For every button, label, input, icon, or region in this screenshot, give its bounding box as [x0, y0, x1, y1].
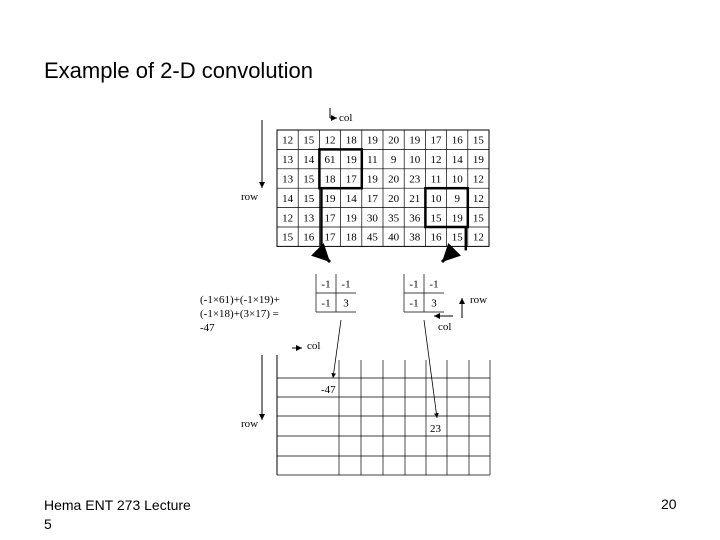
input-cell: 38: [409, 231, 421, 244]
input-cell: 18: [324, 173, 336, 186]
input-cell: 15: [282, 231, 294, 244]
input-grid: [277, 130, 489, 250]
col-label-top: col: [339, 112, 353, 124]
footer-course-line2: 5: [44, 516, 52, 532]
input-cell: 17: [324, 212, 336, 225]
input-cell: 15: [303, 173, 315, 186]
input-cell: 12: [472, 173, 484, 186]
kernel-right: [404, 274, 444, 312]
input-cell: 19: [345, 212, 357, 225]
input-cell: 10: [430, 192, 442, 205]
input-cell: 16: [430, 231, 442, 244]
input-cell: 14: [303, 154, 315, 167]
input-cell: 12: [324, 134, 336, 147]
input-cell: 35: [388, 212, 400, 225]
input-cell: 11: [430, 173, 442, 186]
input-cell: 14: [451, 154, 463, 167]
footer-course: [44, 496, 191, 534]
input-cell: 19: [366, 173, 378, 186]
input-cell: 19: [366, 134, 378, 147]
input-cell: 36: [409, 212, 421, 225]
row-label-top: row: [241, 191, 259, 203]
input-cell: 19: [472, 154, 484, 167]
input-cell: 10: [451, 173, 463, 186]
input-cell: 40: [388, 231, 400, 244]
input-cell: 17: [345, 173, 357, 186]
kernel-left: [316, 274, 356, 312]
input-cell: 13: [303, 212, 315, 225]
kernel-cell: -1: [321, 278, 331, 291]
input-cell: 19: [409, 134, 421, 147]
arrow-to-kernel-left: [320, 252, 330, 262]
page-number: 20: [661, 496, 677, 512]
input-cell: 16: [451, 134, 463, 147]
kernel-cell: -1: [321, 297, 331, 310]
input-cell: 17: [366, 192, 378, 205]
calc-line-3: -47: [200, 322, 215, 334]
kernel-cell: -1: [429, 278, 439, 291]
input-cell: 13: [282, 154, 294, 167]
col-label-output: col: [307, 340, 321, 352]
input-cell: 15: [303, 134, 315, 147]
input-cell: 20: [388, 173, 400, 186]
input-cell: 15: [303, 192, 315, 205]
kernel-cell: -1: [409, 297, 419, 310]
input-cell: 12: [472, 192, 484, 205]
input-cell: 20: [388, 192, 400, 205]
input-cell: 15: [451, 231, 463, 244]
input-cell: 10: [409, 154, 421, 167]
kernel-row-label: row: [470, 294, 488, 306]
input-cell: 15: [472, 212, 484, 225]
output-value-second: 23: [430, 423, 441, 435]
input-cell: 18: [345, 231, 357, 244]
output-value-first: -47: [321, 384, 336, 396]
input-cell: 16: [303, 231, 315, 244]
input-cell: 9: [390, 154, 397, 167]
input-cell: 61: [324, 154, 336, 167]
calc-line-2: (-1×18)+(3×17) =: [200, 308, 279, 320]
row-label-output: row: [241, 418, 259, 430]
kernel-cell: 3: [343, 297, 349, 310]
input-cell: 12: [430, 154, 442, 167]
footer-course-line1: Hema ENT 273 Lecture: [44, 497, 191, 513]
input-cell: 15: [430, 212, 442, 225]
kernel-cell: -1: [409, 278, 419, 291]
arrow-to-output-first: [333, 320, 341, 378]
input-cell: 19: [324, 192, 336, 205]
input-cell: 12: [282, 134, 294, 147]
input-cell: 19: [345, 154, 357, 167]
input-cell: 9: [454, 192, 460, 205]
input-cell: 14: [345, 192, 357, 205]
input-cell: 12: [472, 231, 484, 244]
input-cell: 18: [345, 134, 357, 147]
input-cell: 21: [409, 192, 421, 205]
input-cell: 15: [472, 134, 484, 147]
input-cell: 19: [451, 212, 463, 225]
output-grid: [277, 355, 490, 475]
input-cell: 20: [388, 134, 400, 147]
input-cell: 13: [282, 173, 294, 186]
input-cell: 14: [282, 192, 294, 205]
input-cell: 17: [324, 231, 336, 244]
page-title: Example of 2-D convolution: [44, 58, 314, 83]
input-cell: 30: [366, 212, 378, 225]
kernel-col-label: col: [438, 321, 452, 333]
input-cell: 17: [430, 134, 442, 147]
arrow-to-kernel-right: [442, 250, 454, 262]
kernel-cell: -1: [341, 278, 351, 291]
input-cell: 12: [282, 212, 294, 225]
input-cell: 23: [409, 173, 421, 186]
input-cell: 45: [366, 231, 378, 244]
calc-line-1: (-1×61)+(-1×19)+: [200, 294, 280, 306]
kernel-cell: 3: [431, 297, 437, 310]
input-cell: 11: [367, 154, 378, 167]
